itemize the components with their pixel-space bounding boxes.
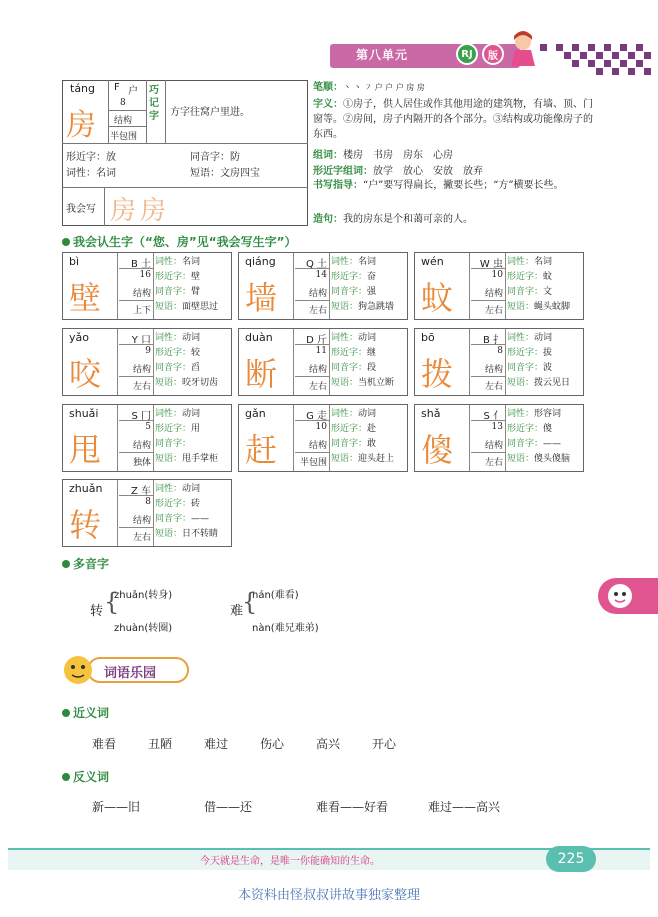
card-strokes: 10 [315,422,327,432]
divider [469,405,470,471]
char-card-1 [238,252,408,320]
card-info: 词性：动词 形近字：继 同音字：段 短语：当机立断 [331,333,395,388]
similar-label: 形近字： [66,152,106,163]
card-radical: S 冂 [131,411,151,422]
antonym-pair: 新——旧 [92,800,141,814]
memory-label: 巧记字 [149,85,159,122]
divider [119,300,153,301]
card-info: 词性：动词 形近字：赴 同音字：敢 短语：迎头赶上 [331,409,395,464]
main-radical: 户 [128,86,138,97]
card-strokes: 16 [139,270,151,280]
synonym-word: 丑陋 [148,737,173,751]
brace-2: { [242,588,258,616]
divider [329,253,330,319]
checker-square [604,60,611,67]
card-structure-label: 结构 [484,441,503,451]
synonym-word: 开心 [372,737,397,751]
card-radical: Z 车 [130,486,151,497]
synonym-word: 难看 [92,737,117,751]
card-radical: S 亻 [483,411,503,422]
card-char: 咬 [69,355,102,393]
checker-square [612,68,619,75]
card-structure-label: 结构 [132,365,151,375]
card-char: 赶 [245,431,278,469]
card-pinyin: gǎn [245,407,266,420]
card-info: 词性：形容词 形近字：傻 同音字：—— 短语：傻头傻脑 [507,409,571,464]
edition-badge-ban: 版 [482,43,504,65]
char-card-8 [414,404,584,472]
card-radical: Y 口 [131,335,151,346]
card-structure: 左右 [484,458,503,468]
edition-badge-rj: RJ [456,43,478,65]
homophone-value: 防 [230,152,240,163]
divider [469,329,470,395]
checker-square [612,52,619,59]
card-structure-label: 结构 [308,441,327,451]
card-info: 词性：名词 形近字：奋 同音字：强 短语：狗急跳墙 [331,257,395,312]
card-pinyin: wén [421,255,444,268]
divider [153,329,154,395]
char-card-0 [62,252,232,320]
synonym-word: 伤心 [260,737,285,751]
card-pinyin: bì [69,255,80,268]
card-structure: 独体 [132,458,151,468]
checker-square [644,52,651,59]
divider [153,253,154,319]
similar-value: 放 [106,152,116,163]
divider [471,452,505,453]
card-structure-label: 结构 [132,441,151,451]
card-structure: 左右 [132,533,151,543]
divider [295,300,329,301]
divider [119,527,153,528]
card-pinyin: yǎo [69,331,89,344]
stroke-order: 笔顺：丶 丶 ㇇ 户 户 户 房 房 [313,82,425,93]
checker-square [564,52,571,59]
card-strokes: 11 [315,346,327,356]
card-structure-label: 结构 [484,289,503,299]
card-pinyin: zhuǎn [69,482,103,495]
card-structure: 左右 [132,382,151,392]
phrase-value: 文房四宝 [220,168,260,179]
card-structure-label: 结构 [132,289,151,299]
card-structure-label: 结构 [132,516,151,526]
card-char: 墙 [245,279,278,317]
main-char: 房 [66,108,96,143]
card-info: 词性：动词 形近字：砖 同音字：—— 短语：日不转睛 [155,484,219,539]
divider [117,253,118,319]
card-structure: 左右 [308,306,327,316]
card-char: 转 [69,506,102,544]
card-structure-label: 结构 [308,365,327,375]
write-practice: 房房 [110,196,171,226]
card-info: 词性：名词 形近字：壁 同音字：臂 短语：面壁思过 [155,257,219,312]
antonym-pair: 难过——高兴 [428,800,501,814]
char-card-4 [238,328,408,396]
card-info: 词性：动词 形近字：较 同音字：舀 短语：咬牙切齿 [155,333,219,388]
checker-square [636,44,643,51]
poly-1-reading-1: zhuǎn(转身) [114,590,173,601]
divider [329,405,330,471]
checker-square [628,52,635,59]
card-structure-label: 结构 [308,289,327,299]
divider [293,329,294,395]
synonym-word: 高兴 [316,737,341,751]
meaning: 字义：①房子，供人居住或作其他用途的建筑物，有墙、顶、门窗等。②房间，房子内隔开的各个部分。③结构或功能像房子的东西。 [313,99,593,140]
checker-square [628,68,635,75]
brace-1: { [104,588,120,616]
card-radical: Q 土 [305,259,327,270]
poly-char-1: 转 [90,604,104,619]
card-char: 断 [245,355,278,393]
card-char: 壁 [69,279,102,317]
page-number: 225 [546,846,596,872]
poly-1-reading-2: zhuàn(转圈) [114,623,173,634]
recognize-title: 我会认生字（“您、房”见“我会写生字”） [62,233,297,250]
card-char: 蚊 [421,279,454,317]
poly-title: 多音字 [62,555,109,572]
word-group: 组词：楼房 书房 房东 心房 [313,150,453,161]
card-radical: B 扌 [482,335,503,346]
writing-guide: 书写指导：“户”要写得扁长，撇要长些；“方”横要长些。 [313,180,564,191]
card-strokes: 10 [491,270,503,280]
divider [505,329,506,395]
memory-text: 方字往窝户里进。 [170,107,250,118]
checker-square [596,68,603,75]
divider [471,300,505,301]
poly-2-reading-2: nàn(难兄难弟) [252,623,319,634]
divider [153,480,154,546]
card-pinyin: bō [421,331,435,344]
card-char: 傻 [421,431,454,469]
divider [329,329,330,395]
checker-square [620,44,627,51]
main-structure: 半包围 [110,132,138,142]
checker-square [588,60,595,67]
divider [153,405,154,471]
char-card-2 [414,252,584,320]
unit-label: 第八单元 [356,48,409,62]
checker-square [580,52,587,59]
checker-square [588,44,595,51]
synonym-title: 近义词 [62,704,109,721]
checker-square [604,44,611,51]
divider [471,376,505,377]
divider [293,253,294,319]
divider [119,452,153,453]
card-structure: 左右 [308,382,327,392]
divider [117,329,118,395]
card-radical: W 虫 [479,259,503,270]
pos-value: 名词 [96,168,116,179]
checker-square [572,60,579,67]
antonym-pair: 难看——好看 [316,800,389,814]
divider [117,405,118,471]
antonym-pair: 借——还 [204,800,253,814]
main-radical-letter: F [114,82,120,93]
char-card-7 [238,404,408,472]
checker-square [636,60,643,67]
char-card-3 [62,328,232,396]
checker-square [540,44,547,51]
word-garden-title: 词语乐园 [104,666,157,681]
card-pinyin: shǎ [421,407,441,420]
card-strokes: 14 [315,270,327,280]
checker-square [572,44,579,51]
phrase-label: 短语： [190,168,220,179]
card-radical: G 走 [306,411,327,422]
card-structure: 左右 [484,382,503,392]
divider [505,253,506,319]
poly-char-2: 难 [230,604,244,619]
poly-2-reading-1: nán(难看) [252,590,299,601]
divider [295,452,329,453]
checker-square [644,68,651,75]
checker-square [556,44,563,51]
card-char: 拨 [421,355,454,393]
divider [469,253,470,319]
divider [293,405,294,471]
main-strokes: 8 [120,98,126,108]
card-strokes: 13 [491,422,503,432]
credit-line: 本资料由怪叔叔讲故事独家整理 [237,888,420,903]
card-radical: D 斤 [306,335,327,346]
cartoon-face-icon [606,582,634,610]
synonym-word: 难过 [204,737,229,751]
divider [117,480,118,546]
card-strokes: 8 [497,346,503,356]
divider [119,376,153,377]
checker-square [620,60,627,67]
main-structure-label: 结构 [114,116,133,126]
card-radical: B 土 [130,259,151,270]
card-structure: 左右 [484,306,503,316]
card-info: 词性：名词 形近字：蚊 同音字：文 短语：蝇头蚊脚 [507,257,571,312]
card-pinyin: duàn [245,331,273,344]
pos-label: 词性： [66,168,96,179]
card-structure-label: 结构 [484,365,503,375]
card-info: 词性：动词 形近字：用 同音字： 短语：甩手掌柜 [155,409,219,464]
antonym-title: 反义词 [62,768,109,785]
homophone-label: 同音字： [190,152,230,163]
write-label: 我会写 [66,204,96,215]
main-pinyin: táng [70,82,96,95]
card-structure: 上下 [132,306,151,316]
card-strokes: 9 [145,346,151,356]
char-card-9 [62,479,232,547]
card-strokes: 8 [145,497,151,507]
card-pinyin: shuǎi [69,407,99,420]
checker-pattern [540,40,652,76]
char-card-6 [62,404,232,472]
card-pinyin: qiáng [245,255,276,268]
card-info: 词性：动词 形近字：拔 同音字：波 短语：拨云见日 [507,333,571,388]
checker-square [596,52,603,59]
card-char: 甩 [69,431,102,469]
card-structure: 半包围 [299,458,327,468]
card-strokes: 5 [145,422,151,432]
similar-word-group: 形近字组词：放学 放心 安放 放弃 [313,166,483,177]
divider [295,376,329,377]
footer-quote: 今天就是生命，是唯一你能确知的生命。 [200,856,380,867]
char-card-5 [414,328,584,396]
example-sentence: 造句：我的房东是个和蔼可亲的人。 [313,214,473,225]
divider [505,405,506,471]
cartoon-girl-icon [505,30,541,68]
